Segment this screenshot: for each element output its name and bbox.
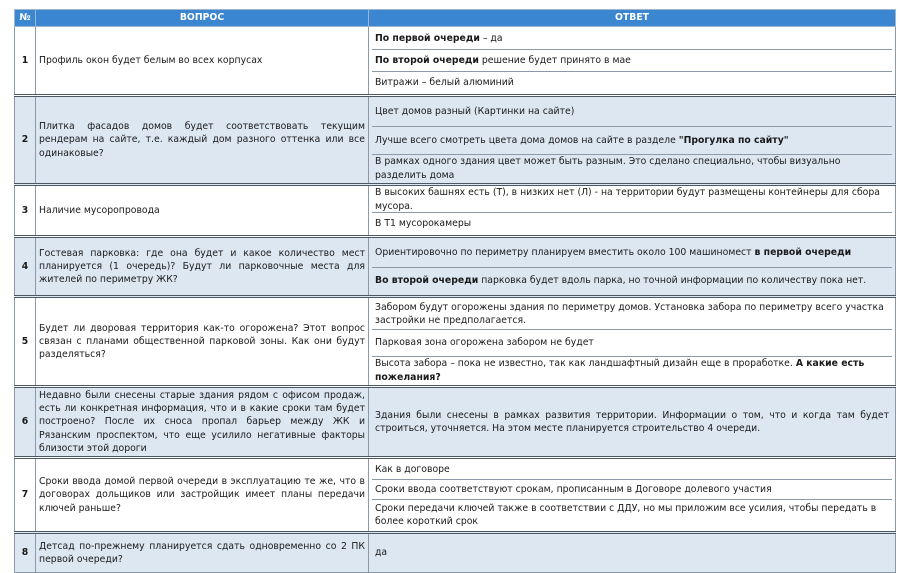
answer-item [372,460,892,479]
answer-item [372,329,892,356]
question-cell: Наличие мусоропровода [36,185,369,237]
question-cell: Профиль окон будет белым во всех корпусах [36,27,369,96]
answer-item [372,49,892,71]
answer-cell [369,457,896,532]
answer-bold: По первой очереди [375,32,480,44]
answer-text: Ориентировочно по периметру планируем вместить около 100 машиномест [375,247,755,259]
row-number: 7 [15,457,36,532]
answer-item [372,267,892,294]
row-number: 6 [15,387,36,458]
question-cell: Сроки ввода домой первой очереди в эксплуатацию те же, что в договорах дольщиков или застройщик имеет планы передачи ключей раньше? [36,457,369,532]
answer-text: В рамках одного здания цвет может быть разным. Это сделано специально, чтобы визуально разделить дома [375,156,841,181]
table-row [15,185,896,237]
answer-item [372,126,892,154]
answer-bold: По второй очереди [375,54,479,66]
row-number: 1 [15,27,36,96]
answer-bold: А какие есть пожелания? [375,358,865,383]
answer-item [372,395,892,449]
answer-text: парковка будет вдоль парка, но точной информации по количеству пока нет. [478,275,867,287]
answer-cell [369,387,896,458]
answer-item [372,479,892,499]
row-number: 3 [15,185,36,237]
answer-cell [369,532,896,572]
table-row [15,532,896,572]
row-number: 2 [15,96,36,185]
table-row [15,96,896,185]
answer-text: Сроки передачи ключей также в соответствии с ДДУ, но мы приложим все усилия, чтобы передать в более короткий срок [375,502,877,527]
answer-text: – да [479,32,503,44]
answer-item [372,71,892,93]
answer-cell [369,27,896,96]
row-number: 5 [15,297,36,387]
answer-item [372,28,892,49]
answer-bold: в первой очереди [754,247,852,259]
answer-item [372,154,892,182]
answer-text: В Т1 мусорокамеры [375,217,472,229]
answer-text: Парковая зона огорожена забором не будет [375,337,594,349]
answer-text: Здания были снесены в рамках развития территории. Информации о том, что и когда там будет строиться, уточняется. На этом месте планируется строительство 4 очереди. [375,409,889,434]
answer-text: Сроки ввода соответствуют срокам, прописанным в Договоре долевого участия [375,483,772,495]
row-number: 4 [15,237,36,297]
answer-text: Цвет домов разный (Картинки на сайте) [375,106,575,118]
question-cell: Будет ли дворовая территория как-то огорожена? Этот вопрос связан с планами общественной парковой зоны. Как они будут разделяться? [36,297,369,387]
answer-text: В высоких башнях есть (Т), в низких нет (Л) - на территории будут размещены контейнеры для сбора мусора. [375,187,880,212]
answer-text: да [375,547,388,559]
answer-item [372,212,892,234]
answer-bold: Во второй очереди [375,275,479,287]
header-num: № [15,10,36,27]
answer-cell [369,237,896,297]
header-answer: ОТВЕТ [369,10,896,27]
answer-cell [369,185,896,237]
answer-cell [369,96,896,185]
answer-text: Забором будут огорожены здания по периметру домов. Установка забора по периметру всего участка застройки не предполагается. [375,301,884,326]
qa-document [14,9,895,573]
question-cell: Недавно были снесены старые здания рядом с офисом продаж, есть ли конкретная информация, что и в какие сроки там будет построено? После их сноса пропал барьер между ЖК и Рязанским проспектом, что еще усилило негативные факторы близости этой дороги [36,387,369,458]
table-row [15,387,896,458]
answer-text: Витражи – белый алюминий [375,76,514,88]
answer-bold: "Прогулка по сайту" [678,134,789,146]
question-cell: Детсад по-прежнему планируется сдать одновременно со 2 ПК первой очереди? [36,532,369,572]
answer-item [372,239,892,267]
table-row [15,27,896,96]
answer-item [372,187,892,212]
table-row [15,297,896,387]
table-row [15,237,896,297]
answer-item [372,535,892,571]
answer-item [372,299,892,329]
answer-text: Как в договоре [375,463,450,475]
table-header-row [15,10,896,27]
answer-item [372,499,892,530]
qa-table [14,9,896,573]
row-number: 8 [15,532,36,572]
answer-text: Высота забора – пока не известно, так как ландшафтный дизайн еще в проработке. [375,358,796,370]
answer-cell [369,297,896,387]
answer-text: решение будет принято в мае [478,54,631,66]
answer-item [372,98,892,126]
answer-item [372,356,892,384]
answer-text: Лучше всего смотреть цвета дома домов на сайте в разделе [375,134,679,146]
header-question: ВОПРОС [36,10,369,27]
question-cell: Плитка фасадов домов будет соответствовать текущим рендерам на сайте, т.е. каждый дом разного оттенка или все одинаковые? [36,96,369,185]
question-cell: Гостевая парковка: где она будет и какое количество мест планируется (1 очередь)? Будут ли парковочные места для жителей по периметру ЖК? [36,237,369,297]
table-row [15,457,896,532]
